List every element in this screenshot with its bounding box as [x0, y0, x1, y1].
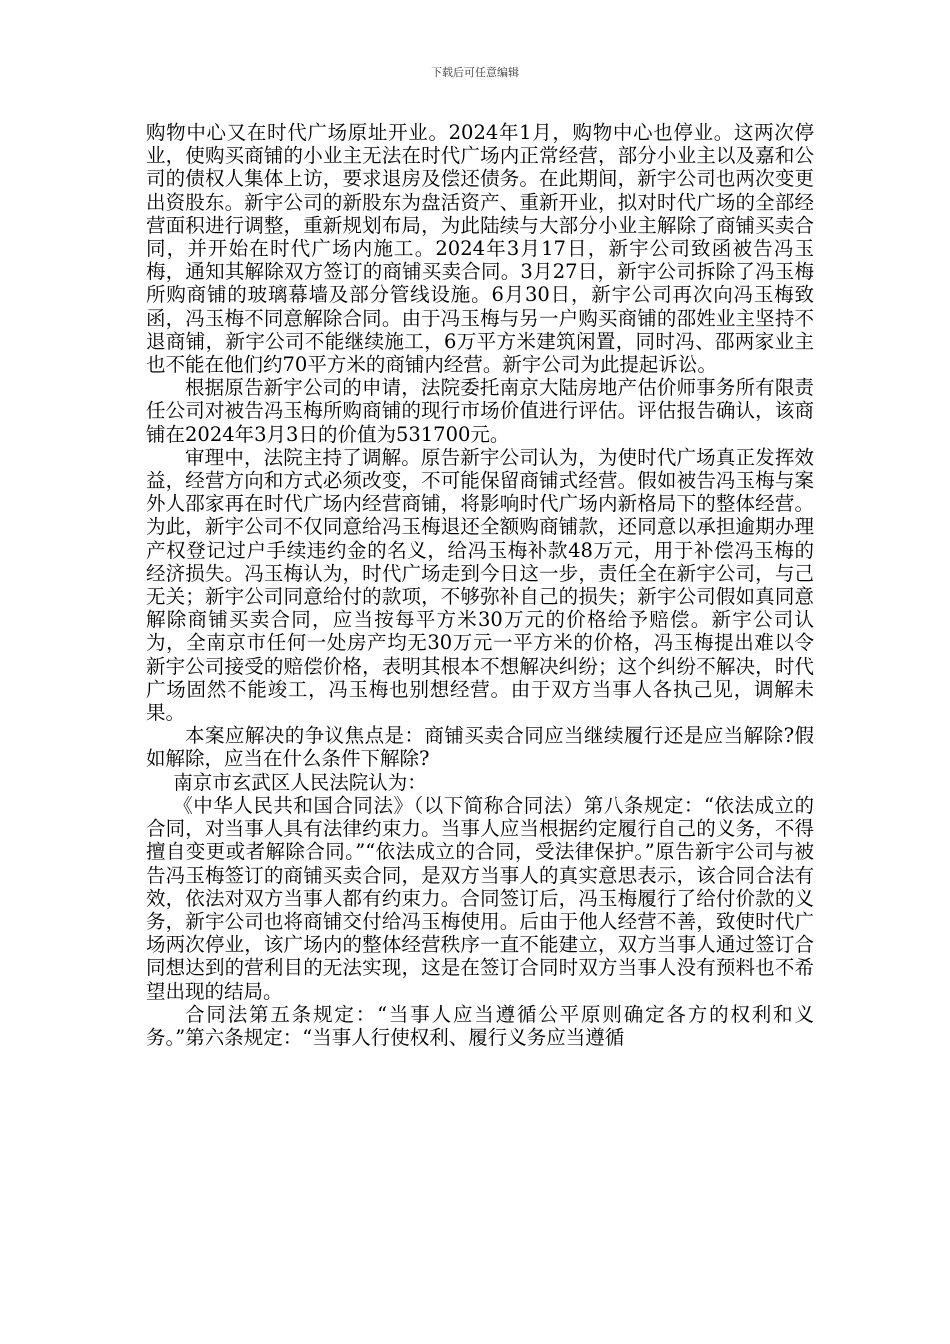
paragraph-1: 购物中心又在时代广场原址开业。2024年1月，购物中心也停业。这两次停业，使购买商铺的小业主无法在时代广场内正常经营，部分小业主以及嘉和公司的债权人集体上访，要求退房及偿还债务。在此期间，新宇公司也两次变更出资股东。新宇公司的新股东为盘活资产、重新开业，拟对时代广场的全部经营面积进行调整，重新规划布局，为此陆续与大部分小业主解除了商铺买卖合同，并开始在时代广场内施工。2024年3月17日，新宇公司致函被告冯玉梅，通知其解除双方签订的商铺买卖合同。3月27日，新宇公司拆除了冯玉梅所购商铺的玻璃幕墙及部分管线设施。6月30日，新宇公司再次向冯玉梅致函，冯玉梅不同意解除合同。由于冯玉梅与另一户购买商铺的邵姓业主坚持不退商铺，新宇公司不能继续施工，6万平方米建筑闲置，同时冯、邵两家业主也不能在他们约70平方米的商铺内经营。新宇公司为此提起诉讼。: [146, 121, 814, 377]
page-header: 下载后可任意编辑: [431, 66, 519, 79]
paragraph-6: 《中华人民共和国合同法》（以下简称合同法）第八条规定：“依法成立的合同，对当事人具有法律约束力。当事人应当根据约定履行自己的义务，不得擅自变更或者解除合同。”“依法成立的合同，受法律保护。”原告新宇公司与被告冯玉梅签订的商铺买卖合同，是双方当事人的真实意思表示，该合同合法有效，依法对双方当事人都有约束力。合同签订后，冯玉梅履行了给付价款的义务，新宇公司也将商铺交付给冯玉梅使用。后由于他人经营不善，致使时代广场两次停业，该广场内的整体经营秩序一直不能建立，双方当事人通过签订合同想达到的营利目的无法实现，这是在签订合同时双方当事人没有预料也不希望出现的结局。: [146, 793, 814, 1003]
paragraph-2: 根据原告新宇公司的申请，法院委托南京大陆房地产估价师事务所有限责任公司对被告冯玉梅所购商铺的现行市场价值进行评估。评估报告确认，该商铺在2024年3月3日的价值为531700元。: [146, 376, 814, 446]
paragraph-3: 审理中，法院主持了调解。原告新宇公司认为，为使时代广场真正发挥效益，经营方向和方式必须改变，不可能保留商铺式经营。假如被告冯玉梅与案外人邵家再在时代广场内经营商铺，将影响时代广场内新格局下的整体经营。为此，新宇公司不仅同意给冯玉梅退还全额购商铺款，还同意以承担逾期办理产权登记过户手续违约金的名义，给冯玉梅补款48万元，用于补偿冯玉梅的经济损失。冯玉梅认为，时代广场走到今日这一步，责任全在新宇公司，与己无关；新宇公司同意给付的款项，不够弥补自己的损失；新宇公司假如真同意解除商铺买卖合同，应当按每平方米30万元的价格给予赔偿。新宇公司认为，全南京市任何一处房产均无30万元一平方米的价格，冯玉梅提出难以令新宇公司接受的赔偿价格，表明其根本不想解决纠纷；这个纠纷不解决，时代广场固然不能竣工，冯玉梅也别想经营。由于双方当事人各执己见，调解未果。: [146, 445, 814, 725]
paragraph-5: 南京市玄武区人民法院认为：: [173, 770, 427, 794]
document-body: [146, 121, 814, 1049]
paragraph-7: 合同法第五条规定：“当事人应当遵循公平原则确定各方的权利和义务。”第六条规定：“当事人行使权利、履行义务应当遵循: [146, 1002, 814, 1049]
paragraph-4: 本案应解决的争议焦点是：商铺买卖合同应当继续履行还是应当解除?假如解除，应当在什么条件下解除?: [146, 724, 814, 771]
